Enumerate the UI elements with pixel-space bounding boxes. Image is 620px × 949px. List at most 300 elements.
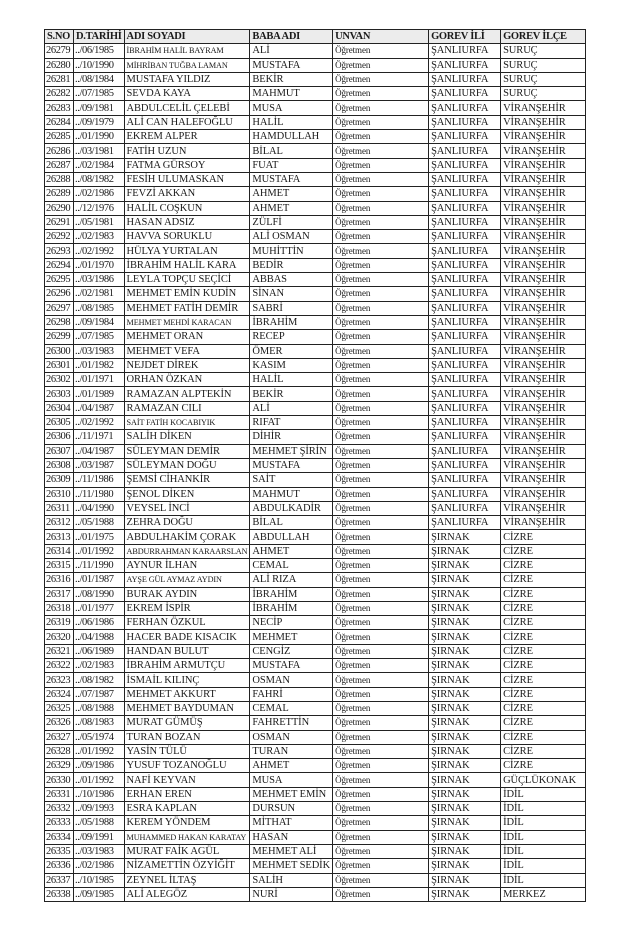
cell-district: VİRANŞEHİR: [501, 373, 586, 387]
cell-birth-date: ../09/1991: [74, 830, 125, 844]
cell-province: ŞANLIURFA: [429, 373, 501, 387]
cell-birth-date: ../10/1985: [74, 873, 125, 887]
cell-birth-date: ../09/1985: [74, 887, 125, 901]
cell-full-name: MİHRİBAN TUĞBA LAMAN: [124, 58, 250, 72]
table-row: [45, 859, 586, 873]
table-row: [45, 273, 586, 287]
cell-birth-date: ../01/1992: [74, 544, 125, 558]
cell-father-name: MUSTAFA: [250, 659, 333, 673]
cell-sno: 26309: [45, 473, 74, 487]
cell-father-name: TURAN: [250, 744, 333, 758]
cell-title: Öğretmen: [333, 315, 429, 329]
cell-full-name: HALİL COŞKUN: [124, 201, 250, 215]
table-row: [45, 844, 586, 858]
cell-title: Öğretmen: [333, 101, 429, 115]
cell-full-name: VEYSEL İNCİ: [124, 501, 250, 515]
table-row: [45, 501, 586, 515]
cell-full-name: YASİN TÜLÜ: [124, 744, 250, 758]
cell-sno: 26320: [45, 630, 74, 644]
cell-district: CİZRE: [501, 630, 586, 644]
cell-province: ŞANLIURFA: [429, 144, 501, 158]
cell-father-name: AHMET: [250, 759, 333, 773]
cell-title: Öğretmen: [333, 744, 429, 758]
cell-title: Öğretmen: [333, 430, 429, 444]
cell-title: Öğretmen: [333, 258, 429, 272]
cell-sno: 26290: [45, 201, 74, 215]
cell-sno: 26293: [45, 244, 74, 258]
cell-sno: 26322: [45, 659, 74, 673]
cell-title: Öğretmen: [333, 530, 429, 544]
cell-full-name: ABDURRAHMAN KARAARSLAN: [124, 544, 250, 558]
cell-province: ŞANLIURFA: [429, 516, 501, 530]
cell-district: VİRANŞEHİR: [501, 244, 586, 258]
cell-father-name: MAHMUT: [250, 487, 333, 501]
cell-father-name: OSMAN: [250, 673, 333, 687]
table-row: [45, 887, 586, 901]
cell-sno: 26287: [45, 158, 74, 172]
cell-district: İDİL: [501, 787, 586, 801]
cell-district: VİRANŞEHİR: [501, 401, 586, 415]
cell-birth-date: ../12/1976: [74, 201, 125, 215]
cell-full-name: MEHMET EMİN KUDİN: [124, 287, 250, 301]
cell-birth-date: ../03/1983: [74, 844, 125, 858]
cell-birth-date: ../02/1986: [74, 859, 125, 873]
cell-sno: 26294: [45, 258, 74, 272]
cell-full-name: İBRAHİM HALİL KARA: [124, 258, 250, 272]
cell-province: ŞIRNAK: [429, 573, 501, 587]
cell-birth-date: ../08/1982: [74, 673, 125, 687]
cell-birth-date: ../09/1986: [74, 759, 125, 773]
cell-province: ŞIRNAK: [429, 716, 501, 730]
cell-full-name: FATMA GÜRSOY: [124, 158, 250, 172]
cell-father-name: MUSA: [250, 101, 333, 115]
table-row: [45, 44, 586, 58]
cell-province: ŞANLIURFA: [429, 416, 501, 430]
cell-title: Öğretmen: [333, 887, 429, 901]
cell-full-name: EKREM ALPER: [124, 130, 250, 144]
table-row: [45, 87, 586, 101]
cell-father-name: BEKİR: [250, 72, 333, 86]
cell-title: Öğretmen: [333, 487, 429, 501]
cell-district: İDİL: [501, 816, 586, 830]
table-row: [45, 430, 586, 444]
cell-title: Öğretmen: [333, 444, 429, 458]
cell-title: Öğretmen: [333, 601, 429, 615]
cell-full-name: MEHMET FATİH DEMİR: [124, 301, 250, 315]
table-row: [45, 172, 586, 186]
cell-sno: 26328: [45, 744, 74, 758]
cell-title: Öğretmen: [333, 172, 429, 186]
table-row: [45, 387, 586, 401]
cell-full-name: ABDULCELİL ÇELEBİ: [124, 101, 250, 115]
cell-province: ŞANLIURFA: [429, 101, 501, 115]
table-row: [45, 344, 586, 358]
cell-district: VİRANŞEHİR: [501, 215, 586, 229]
table-header-row: [45, 30, 586, 44]
cell-full-name: MUHAMMED HAKAN KARATAY: [124, 830, 250, 844]
cell-full-name: NEJDET DİREK: [124, 358, 250, 372]
cell-title: Öğretmen: [333, 516, 429, 530]
cell-birth-date: ../04/1987: [74, 444, 125, 458]
cell-district: VİRANŞEHİR: [501, 516, 586, 530]
table-row: [45, 115, 586, 129]
cell-sno: 26281: [45, 72, 74, 86]
cell-province: ŞANLIURFA: [429, 230, 501, 244]
assignment-table: [44, 29, 586, 902]
cell-title: Öğretmen: [333, 387, 429, 401]
table-row: [45, 144, 586, 158]
cell-full-name: EKREM İSPİR: [124, 601, 250, 615]
cell-title: Öğretmen: [333, 144, 429, 158]
cell-district: CİZRE: [501, 558, 586, 572]
cell-province: ŞIRNAK: [429, 701, 501, 715]
table-row: [45, 72, 586, 86]
cell-title: Öğretmen: [333, 787, 429, 801]
cell-sno: 26326: [45, 716, 74, 730]
cell-birth-date: ../01/1971: [74, 373, 125, 387]
cell-district: CİZRE: [501, 601, 586, 615]
cell-full-name: FEVZİ AKKAN: [124, 187, 250, 201]
cell-province: ŞANLIURFA: [429, 301, 501, 315]
cell-father-name: İBRAHİM: [250, 315, 333, 329]
cell-district: VİRANŞEHİR: [501, 315, 586, 329]
table-row: [45, 516, 586, 530]
cell-province: ŞANLIURFA: [429, 215, 501, 229]
cell-title: Öğretmen: [333, 587, 429, 601]
cell-full-name: HASAN ADSIZ: [124, 215, 250, 229]
table-row: [45, 215, 586, 229]
cell-birth-date: ../02/1992: [74, 244, 125, 258]
table-row: [45, 487, 586, 501]
cell-father-name: RECEP: [250, 330, 333, 344]
cell-full-name: MEHMET AKKURT: [124, 687, 250, 701]
cell-full-name: AYŞE GÜL AYMAZ AYDIN: [124, 573, 250, 587]
cell-father-name: ZÜLFİ: [250, 215, 333, 229]
cell-birth-date: ../01/1992: [74, 773, 125, 787]
cell-district: VİRANŞEHİR: [501, 230, 586, 244]
cell-province: ŞIRNAK: [429, 873, 501, 887]
cell-sno: 26280: [45, 58, 74, 72]
cell-father-name: FAHRİ: [250, 687, 333, 701]
cell-full-name: MEHMET MEHDİ KARACAN: [124, 315, 250, 329]
cell-province: ŞANLIURFA: [429, 315, 501, 329]
cell-full-name: HAVVA SORUKLU: [124, 230, 250, 244]
cell-title: Öğretmen: [333, 687, 429, 701]
cell-birth-date: ../10/1990: [74, 58, 125, 72]
table-row: [45, 258, 586, 272]
cell-sno: 26319: [45, 616, 74, 630]
cell-sno: 26306: [45, 430, 74, 444]
table-row: [45, 401, 586, 415]
cell-father-name: MEHMET ŞİRİN: [250, 444, 333, 458]
cell-title: Öğretmen: [333, 273, 429, 287]
cell-father-name: ÖMER: [250, 344, 333, 358]
cell-sno: 26314: [45, 544, 74, 558]
cell-province: ŞIRNAK: [429, 759, 501, 773]
cell-title: Öğretmen: [333, 87, 429, 101]
cell-sno: 26307: [45, 444, 74, 458]
cell-father-name: FUAT: [250, 158, 333, 172]
cell-district: VİRANŞEHİR: [501, 430, 586, 444]
table-row: [45, 802, 586, 816]
cell-district: VİRANŞEHİR: [501, 273, 586, 287]
cell-title: Öğretmen: [333, 844, 429, 858]
cell-sno: 26317: [45, 587, 74, 601]
cell-title: Öğretmen: [333, 115, 429, 129]
cell-title: Öğretmen: [333, 215, 429, 229]
cell-sno: 26311: [45, 501, 74, 515]
cell-title: Öğretmen: [333, 873, 429, 887]
table-row: [45, 58, 586, 72]
table-row: [45, 759, 586, 773]
cell-father-name: MEHMET ALİ: [250, 844, 333, 858]
cell-district: CİZRE: [501, 544, 586, 558]
cell-father-name: MAHMUT: [250, 87, 333, 101]
cell-birth-date: ../09/1993: [74, 802, 125, 816]
table-row: [45, 616, 586, 630]
cell-birth-date: ../08/1984: [74, 72, 125, 86]
cell-province: ŞANLIURFA: [429, 187, 501, 201]
cell-province: ŞANLIURFA: [429, 287, 501, 301]
table-row: [45, 730, 586, 744]
cell-title: Öğretmen: [333, 187, 429, 201]
cell-full-name: MURAT GÜMÜŞ: [124, 716, 250, 730]
cell-title: Öğretmen: [333, 644, 429, 658]
cell-sno: 26297: [45, 301, 74, 315]
cell-father-name: BEKİR: [250, 387, 333, 401]
cell-district: CİZRE: [501, 587, 586, 601]
cell-province: ŞIRNAK: [429, 644, 501, 658]
cell-father-name: SAİT: [250, 473, 333, 487]
cell-district: VİRANŞEHİR: [501, 287, 586, 301]
cell-province: ŞANLIURFA: [429, 58, 501, 72]
cell-full-name: İBRAHİM HALİL BAYRAM: [124, 44, 250, 58]
cell-birth-date: ../07/1985: [74, 330, 125, 344]
cell-father-name: AHMET: [250, 201, 333, 215]
cell-province: ŞANLIURFA: [429, 487, 501, 501]
cell-title: Öğretmen: [333, 473, 429, 487]
cell-full-name: BURAK AYDIN: [124, 587, 250, 601]
table-row: [45, 787, 586, 801]
cell-full-name: HACER BADE KISACIK: [124, 630, 250, 644]
cell-title: Öğretmen: [333, 701, 429, 715]
table-row: [45, 130, 586, 144]
cell-district: VİRANŞEHİR: [501, 130, 586, 144]
cell-birth-date: ../10/1986: [74, 787, 125, 801]
cell-district: CİZRE: [501, 744, 586, 758]
cell-father-name: SİNAN: [250, 287, 333, 301]
table-row: [45, 201, 586, 215]
cell-birth-date: ../01/1975: [74, 530, 125, 544]
cell-sno: 26285: [45, 130, 74, 144]
cell-birth-date: ../08/1985: [74, 301, 125, 315]
cell-full-name: ALİ CAN HALEFOĞLU: [124, 115, 250, 129]
table-row: [45, 773, 586, 787]
cell-province: ŞANLIURFA: [429, 201, 501, 215]
cell-sno: 26286: [45, 144, 74, 158]
cell-full-name: RAMAZAN ALPTEKİN: [124, 387, 250, 401]
cell-province: ŞIRNAK: [429, 816, 501, 830]
cell-district: SURUÇ: [501, 44, 586, 58]
cell-birth-date: ../03/1987: [74, 458, 125, 472]
cell-province: ŞANLIURFA: [429, 473, 501, 487]
table-row: [45, 187, 586, 201]
cell-full-name: MUSTAFA YILDIZ: [124, 72, 250, 86]
cell-sno: 26301: [45, 358, 74, 372]
table-row: [45, 830, 586, 844]
cell-birth-date: ../09/1981: [74, 101, 125, 115]
cell-father-name: MUSTAFA: [250, 172, 333, 186]
cell-sno: 26292: [45, 230, 74, 244]
table-row: [45, 630, 586, 644]
cell-full-name: ZEYNEL İLTAŞ: [124, 873, 250, 887]
cell-father-name: KASIM: [250, 358, 333, 372]
cell-father-name: İBRAHİM: [250, 601, 333, 615]
cell-title: Öğretmen: [333, 802, 429, 816]
cell-sno: 26302: [45, 373, 74, 387]
table-row: [45, 673, 586, 687]
cell-province: ŞANLIURFA: [429, 115, 501, 129]
cell-birth-date: ../11/1971: [74, 430, 125, 444]
cell-district: VİRANŞEHİR: [501, 301, 586, 315]
cell-birth-date: ../01/1982: [74, 358, 125, 372]
cell-sno: 26318: [45, 601, 74, 615]
cell-sno: 26312: [45, 516, 74, 530]
cell-full-name: RAMAZAN CILI: [124, 401, 250, 415]
table-row: [45, 458, 586, 472]
cell-title: Öğretmen: [333, 501, 429, 515]
cell-sno: 26279: [45, 44, 74, 58]
cell-birth-date: ../03/1986: [74, 273, 125, 287]
table-row: [45, 816, 586, 830]
cell-province: ŞANLIURFA: [429, 401, 501, 415]
cell-district: VİRANŞEHİR: [501, 101, 586, 115]
table-row: [45, 573, 586, 587]
cell-province: ŞANLIURFA: [429, 258, 501, 272]
cell-father-name: CEMAL: [250, 701, 333, 715]
cell-birth-date: ../01/1989: [74, 387, 125, 401]
cell-father-name: DİHİR: [250, 430, 333, 444]
cell-full-name: MEHMET VEFA: [124, 344, 250, 358]
cell-full-name: FATİH UZUN: [124, 144, 250, 158]
cell-father-name: OSMAN: [250, 730, 333, 744]
cell-title: Öğretmen: [333, 773, 429, 787]
cell-father-name: NURİ: [250, 887, 333, 901]
cell-district: VİRANŞEHİR: [501, 458, 586, 472]
cell-title: Öğretmen: [333, 416, 429, 430]
cell-province: ŞANLIURFA: [429, 358, 501, 372]
cell-province: ŞIRNAK: [429, 687, 501, 701]
cell-full-name: AYNUR İLHAN: [124, 558, 250, 572]
cell-district: VİRANŞEHİR: [501, 330, 586, 344]
cell-full-name: MEHMET ORAN: [124, 330, 250, 344]
cell-full-name: KEREM YÖNDEM: [124, 816, 250, 830]
cell-province: ŞANLIURFA: [429, 501, 501, 515]
cell-province: ŞIRNAK: [429, 744, 501, 758]
cell-sno: 26300: [45, 344, 74, 358]
cell-title: Öğretmen: [333, 673, 429, 687]
cell-birth-date: ../03/1983: [74, 344, 125, 358]
cell-province: ŞIRNAK: [429, 802, 501, 816]
cell-sno: 26313: [45, 530, 74, 544]
cell-province: ŞIRNAK: [429, 558, 501, 572]
cell-birth-date: ../09/1984: [74, 315, 125, 329]
cell-sno: 26298: [45, 315, 74, 329]
cell-district: CİZRE: [501, 530, 586, 544]
cell-title: Öğretmen: [333, 558, 429, 572]
cell-sno: 26288: [45, 172, 74, 186]
cell-district: VİRANŞEHİR: [501, 258, 586, 272]
cell-full-name: FESİH ULUMASKAN: [124, 172, 250, 186]
cell-province: ŞANLIURFA: [429, 172, 501, 186]
cell-sno: 26323: [45, 673, 74, 687]
cell-birth-date: ../08/1988: [74, 701, 125, 715]
cell-title: Öğretmen: [333, 458, 429, 472]
cell-title: Öğretmen: [333, 816, 429, 830]
cell-full-name: LEYLA TOPÇU SEÇİCİ: [124, 273, 250, 287]
cell-father-name: MUSA: [250, 773, 333, 787]
table-row: [45, 644, 586, 658]
table-row: [45, 287, 586, 301]
cell-district: VİRANŞEHİR: [501, 115, 586, 129]
cell-father-name: İBRAHİM: [250, 587, 333, 601]
cell-province: ŞIRNAK: [429, 773, 501, 787]
cell-sno: 26305: [45, 416, 74, 430]
cell-full-name: NAFİ KEYVAN: [124, 773, 250, 787]
cell-full-name: ŞEMSİ CİHANKİR: [124, 473, 250, 487]
table-row: [45, 544, 586, 558]
cell-birth-date: ../01/1987: [74, 573, 125, 587]
cell-birth-date: ../01/1977: [74, 601, 125, 615]
cell-title: Öğretmen: [333, 301, 429, 315]
cell-full-name: SALİH DİKEN: [124, 430, 250, 444]
cell-sno: 26335: [45, 844, 74, 858]
cell-sno: 26304: [45, 401, 74, 415]
cell-birth-date: ../07/1985: [74, 87, 125, 101]
cell-birth-date: ../11/1986: [74, 473, 125, 487]
cell-title: Öğretmen: [333, 358, 429, 372]
table-row: [45, 587, 586, 601]
cell-district: CİZRE: [501, 673, 586, 687]
cell-district: CİZRE: [501, 687, 586, 701]
cell-district: VİRANŞEHİR: [501, 473, 586, 487]
cell-district: CİZRE: [501, 573, 586, 587]
cell-full-name: TURAN BOZAN: [124, 730, 250, 744]
cell-full-name: İBRAHİM ARMUTÇU: [124, 659, 250, 673]
cell-father-name: DURSUN: [250, 802, 333, 816]
cell-sno: 26333: [45, 816, 74, 830]
cell-province: ŞIRNAK: [429, 544, 501, 558]
cell-sno: 26336: [45, 859, 74, 873]
cell-full-name: YUSUF TOZANOĞLU: [124, 759, 250, 773]
cell-full-name: ABDULHAKİM ÇORAK: [124, 530, 250, 544]
cell-district: SURUÇ: [501, 72, 586, 86]
cell-district: CİZRE: [501, 659, 586, 673]
cell-district: VİRANŞEHİR: [501, 487, 586, 501]
cell-title: Öğretmen: [333, 330, 429, 344]
cell-father-name: MEHMET EMİN: [250, 787, 333, 801]
cell-district: VİRANŞEHİR: [501, 358, 586, 372]
cell-district: VİRANŞEHİR: [501, 172, 586, 186]
cell-full-name: ALİ ALEGÖZ: [124, 887, 250, 901]
cell-district: İDİL: [501, 830, 586, 844]
table-row: [45, 230, 586, 244]
cell-full-name: SEVDA KAYA: [124, 87, 250, 101]
cell-father-name: ABBAS: [250, 273, 333, 287]
header-sno: S.NO: [45, 30, 74, 44]
cell-title: Öğretmen: [333, 544, 429, 558]
cell-birth-date: ../08/1990: [74, 587, 125, 601]
